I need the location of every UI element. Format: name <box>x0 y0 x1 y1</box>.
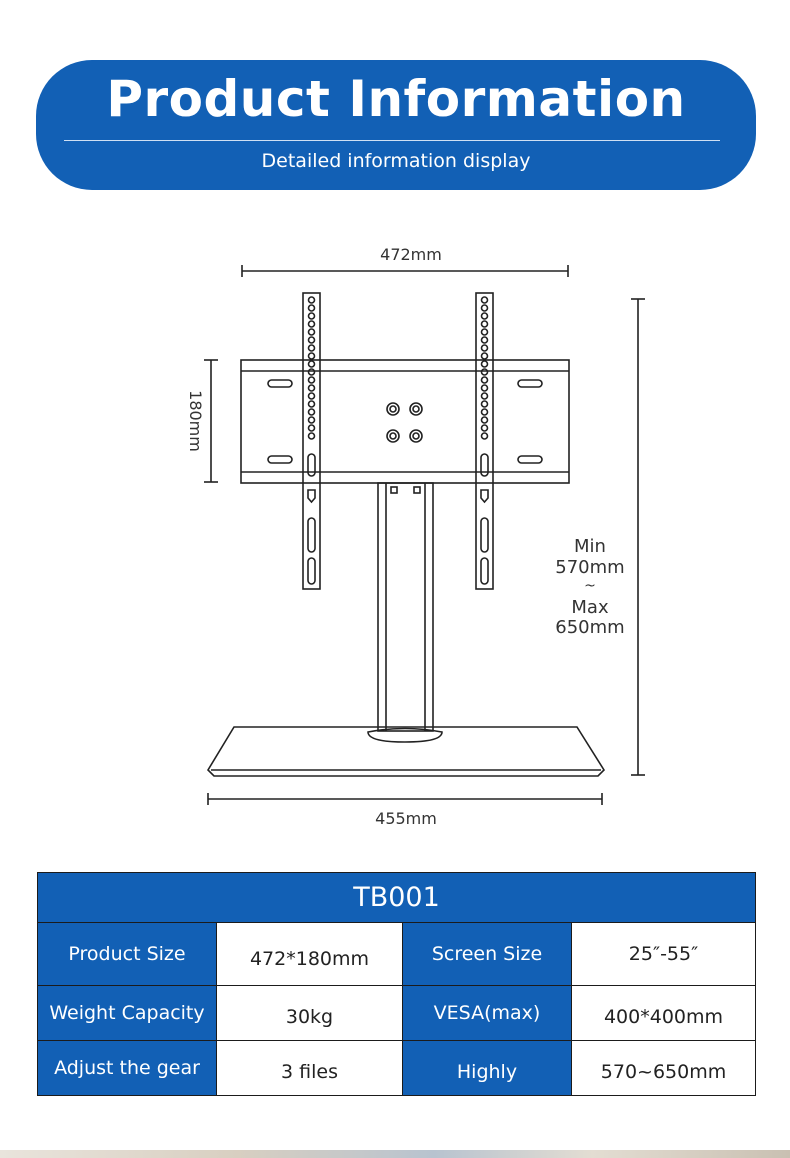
row-label-vesa: VESA(max) <box>403 986 572 1041</box>
row-value-weight-capacity: 30kg <box>217 986 403 1041</box>
height-max-label: Max <box>571 597 609 618</box>
row-label-product-size: Product Size <box>38 923 217 986</box>
top-width-label: 472mm <box>380 245 442 264</box>
plate-height-label: 180mm <box>186 390 205 452</box>
stand-base <box>208 727 604 776</box>
height-min-value: 570mm <box>555 557 625 578</box>
height-max-value: 650mm <box>555 617 625 638</box>
row-value-adjust-gear: 3 files <box>217 1041 403 1095</box>
row-label-screen-size: Screen Size <box>403 923 572 986</box>
title-divider <box>64 140 720 141</box>
stand-column <box>368 483 442 742</box>
page-subtitle: Detailed information display <box>261 150 531 172</box>
plate-height-dimension <box>204 360 218 482</box>
top-width-dimension <box>242 265 568 277</box>
left-bracket-arm <box>303 293 320 589</box>
spec-table <box>37 872 756 1096</box>
page-title: Product Information <box>106 70 686 128</box>
header-banner <box>36 60 756 190</box>
stand-diagram <box>0 220 790 840</box>
row-value-product-size: 472*180mm <box>217 923 403 986</box>
mounting-plate <box>241 360 569 483</box>
base-width-dimension <box>208 793 602 805</box>
right-bracket-arm <box>476 293 493 589</box>
height-separator: ~ <box>584 578 596 594</box>
height-min-label: Min <box>574 536 606 557</box>
row-value-screen-size: 25″-55″ <box>572 923 755 986</box>
row-label-adjust-gear: Adjust the gear <box>38 1041 217 1095</box>
row-value-height: 570~650mm <box>572 1041 755 1095</box>
row-label-height: Highly <box>403 1041 572 1095</box>
row-value-vesa: 400*400mm <box>572 986 755 1041</box>
row-label-weight-capacity: Weight Capacity <box>38 986 217 1041</box>
base-width-label: 455mm <box>375 809 437 828</box>
model-title: TB001 <box>38 873 755 923</box>
overall-height-dimension <box>631 299 645 775</box>
footer-image-strip <box>0 1150 790 1158</box>
